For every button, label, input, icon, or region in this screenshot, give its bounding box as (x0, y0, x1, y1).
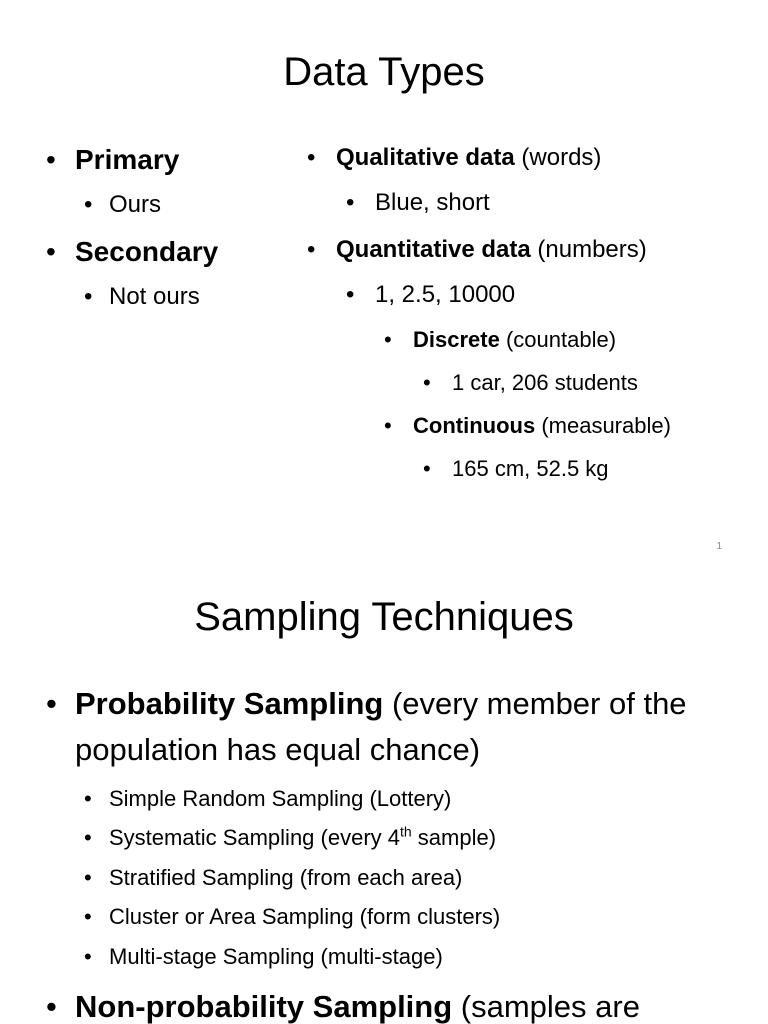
continuous-bold: Continuous (413, 413, 536, 438)
bullet-glyph: • (346, 281, 355, 308)
nonprob-bold: Non-probability Sampling (75, 989, 453, 1024)
slide-title: Sampling Techniques (194, 595, 574, 639)
multistage-label: Multi-stage Sampling (multi-stage) (109, 944, 443, 969)
quantitative-bold: Quantitative data (336, 236, 531, 263)
systematic-label (109, 824, 496, 852)
bullet-glyph: • (84, 786, 92, 811)
secondary-label: Secondary (75, 236, 219, 267)
bullet-glyph: • (84, 283, 93, 310)
stratified-label: Stratified Sampling (from each area) (109, 865, 463, 890)
quantitative-rest: (numbers) (530, 236, 647, 263)
quantitative-text (336, 235, 647, 265)
bullet-glyph: • (384, 413, 392, 438)
primary-label: Primary (75, 144, 180, 175)
bullet-glyph: • (84, 904, 92, 929)
qualitative-bold: Qualitative data (336, 144, 515, 171)
nonprob-text (75, 984, 640, 1024)
probability-text (75, 681, 736, 773)
bullet-glyph: • (384, 327, 392, 352)
systematic-pre: Systematic Sampling (every 4 (109, 825, 400, 850)
qualitative-example: Blue, short (375, 189, 490, 216)
bullet-glyph: • (46, 236, 56, 267)
bullet-glyph: • (84, 191, 93, 218)
primary-sub-label: Ours (109, 191, 162, 218)
probability-rest: (every member of the population has equal chance) (75, 686, 687, 767)
bullet-glyph: • (346, 189, 355, 216)
bullet-glyph: • (423, 456, 431, 481)
continuous-text (413, 412, 671, 440)
cluster-label: Cluster or Area Sampling (form clusters) (109, 904, 501, 929)
bullet-glyph: • (307, 144, 316, 171)
qualitative-text (336, 143, 601, 173)
discrete-bold: Discrete (413, 327, 500, 352)
discrete-example: 1 car, 206 students (452, 370, 638, 395)
quantitative-example: 1, 2.5, 10000 (375, 281, 516, 308)
bullet-glyph: • (46, 144, 56, 175)
bullet-glyph: • (84, 944, 92, 969)
systematic-post: sample) (411, 825, 497, 850)
bullet-glyph: • (423, 370, 431, 395)
continuous-example: 165 cm, 52.5 kg (452, 456, 609, 481)
slide-number: 1 (716, 541, 722, 552)
bullet-glyph: • (84, 825, 92, 850)
probability-bold: Probability Sampling (75, 686, 384, 721)
nonprob-rest: (samples are (452, 989, 640, 1024)
bullet-glyph: • (46, 686, 57, 721)
discrete-text (413, 326, 616, 354)
slide-sampling-techniques (0, 565, 768, 1024)
simple-random-label: Simple Random Sampling (Lottery) (109, 786, 452, 811)
bullet-glyph: • (84, 865, 92, 890)
list-item-probability (46, 681, 736, 773)
continuous-rest: (measurable) (535, 413, 671, 438)
qualitative-rest: (words) (514, 144, 602, 171)
discrete-rest: (countable) (499, 327, 617, 352)
bullet-glyph: • (46, 989, 57, 1024)
bullet-glyph: • (307, 236, 316, 263)
secondary-sub-label: Not ours (109, 283, 200, 310)
slide-title: Data Types (283, 50, 485, 94)
systematic-sup: th (400, 823, 412, 840)
